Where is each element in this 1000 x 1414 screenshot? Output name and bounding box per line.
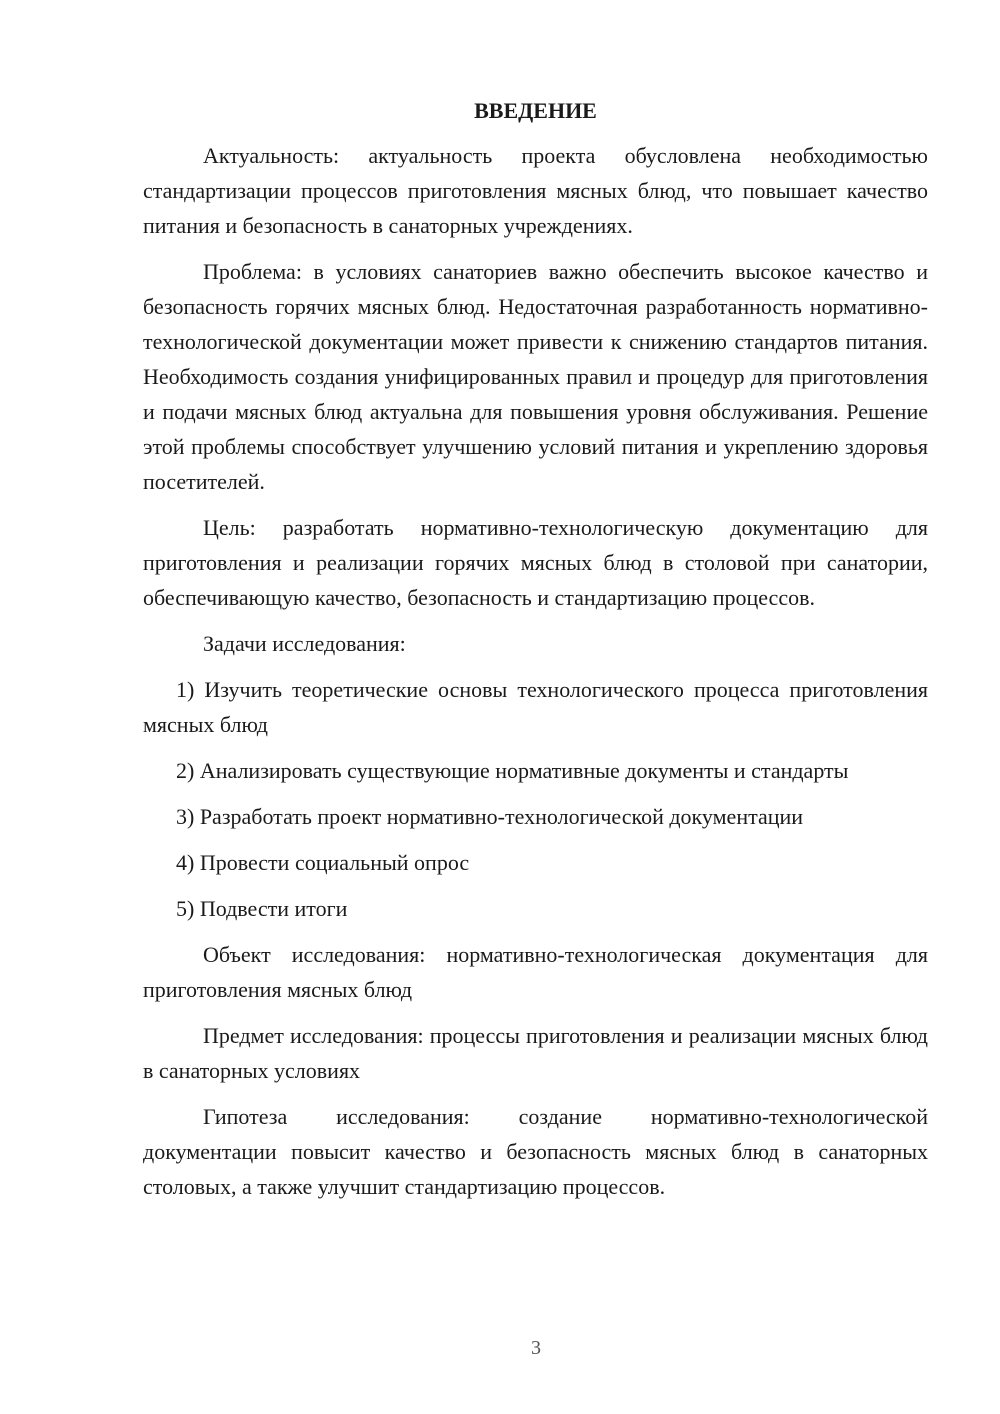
problem-paragraph: Проблема: в условиях санаториев важно обеспечить высокое качество и безопасность горячих мясных блюд. Недостаточная разработанность нормативно-технологической документации может привести к снижению стандартов питания. Необходимость создания унифицированных правил и процедур для приготовления и подачи мясных блюд актуальна для повышения уровня обслуживания. Решение этой проблемы способствует улучшению условий питания и укреплению здоровья посетителей. bbox=[143, 259, 928, 494]
section-title: ВВЕДЕНИЕ bbox=[474, 98, 597, 123]
task-item-3: 3) Разработать проект нормативно-технологической документации bbox=[176, 804, 804, 829]
document-page bbox=[143, 96, 928, 1204]
hypothesis-paragraph: Гипотеза исследования: создание нормативно-технологической документации повысит качество и безопасность мясных блюд в санаторных столовых, а также улучшит стандартизацию процессов. bbox=[143, 1104, 928, 1199]
task-item-5: 5) Подвести итоги bbox=[176, 896, 348, 921]
task-item-1: 1) Изучить теоретические основы технологического процесса приготовления мясных блюд bbox=[143, 677, 928, 737]
task-item-4: 4) Провести социальный опрос bbox=[176, 850, 470, 875]
tasks-heading: Задачи исследования: bbox=[203, 631, 406, 656]
relevance-paragraph: Актуальность: актуальность проекта обусловлена необходимостью стандартизации процессов приготовления мясных блюд, что повышает качество питания и безопасность в санаторных учреждениях. bbox=[143, 143, 928, 238]
page-number: 3 bbox=[531, 1337, 541, 1359]
task-item-2: 2) Анализировать существующие нормативные документы и стандарты bbox=[176, 758, 849, 783]
goal-paragraph: Цель: разработать нормативно-технологическую документацию для приготовления и реализации горячих мясных блюд в столовой при санатории, обеспечивающую качество, безопасность и стандартизацию процессов. bbox=[143, 515, 928, 610]
subject-paragraph: Предмет исследования: процессы приготовления и реализации мясных блюд в санаторных условиях bbox=[143, 1023, 928, 1083]
object-paragraph: Объект исследования: нормативно-технологическая документация для приготовления мясных блюд bbox=[143, 942, 928, 1002]
